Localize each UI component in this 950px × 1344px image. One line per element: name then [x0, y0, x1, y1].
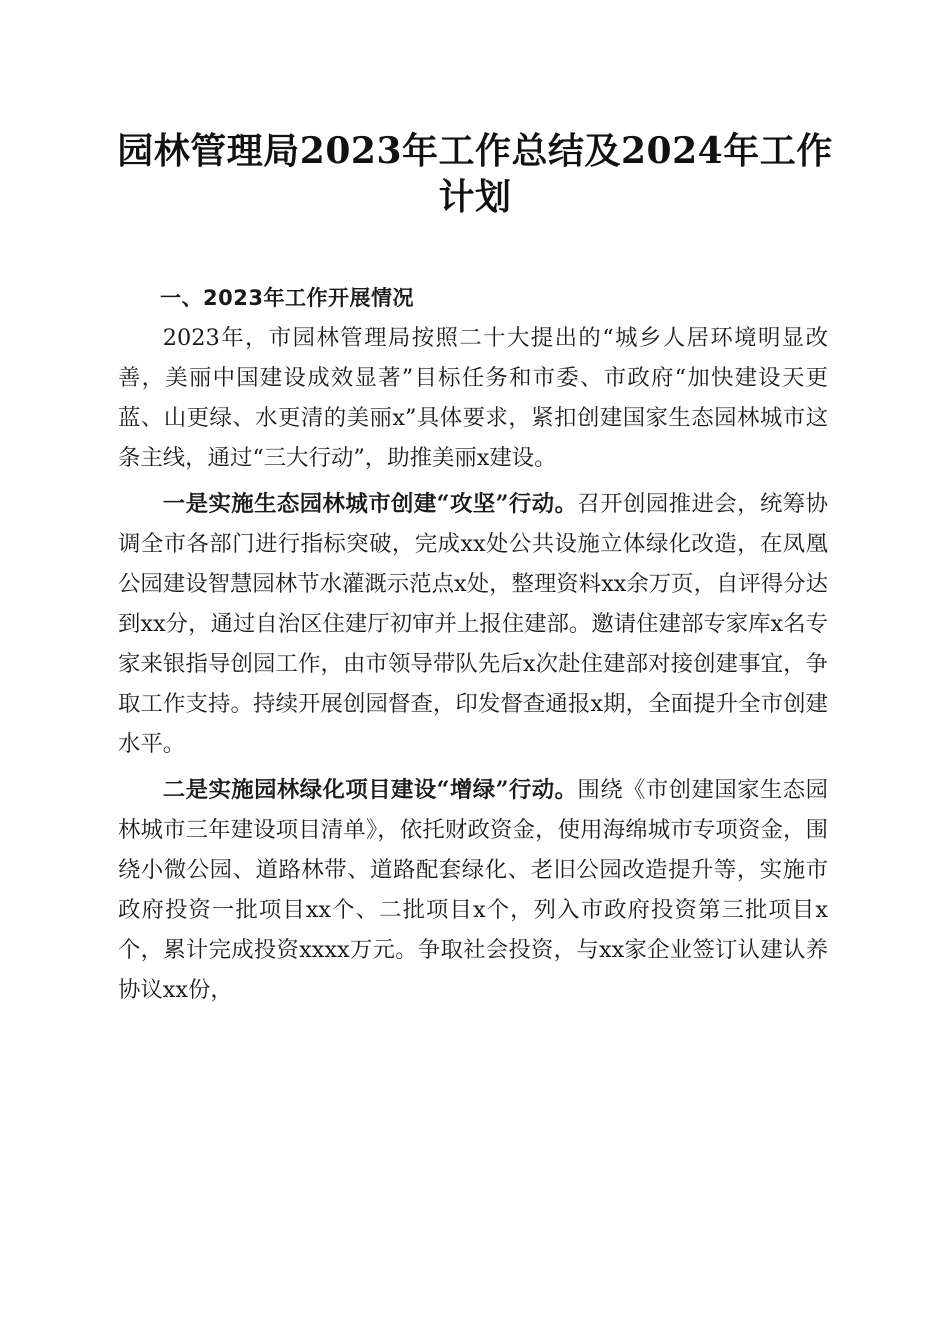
paragraph-action-1-lead: 一是实施生态园林城市创建“攻坚”行动。 — [162, 491, 578, 517]
paragraph-action-2 — [118, 770, 828, 1010]
paragraph-action-1-text: 召开创园推进会，统筹协调全市各部门进行指标突破，完成xx处公共设施立体绿化改造，在凤凰公园建设智慧园林节水灌溉示范点x处，整理资料xx余万页，自评得分达到xx分，通过自治区住建厅初审并上报住建部。邀请住建部专家库x名专家来银指导创园工作，由市领导带队先后x次赴住建部对接创建事宜，争取工作支持。持续开展创园督查，印发督查通报x期，全面提升全市创建水平。 — [118, 491, 828, 757]
section-heading: 一、2023年工作开展情况 — [160, 286, 414, 310]
paragraph-intro — [118, 318, 828, 478]
paragraph-action-1 — [118, 484, 828, 764]
paragraph-intro-text: 2023年，市园林管理局按照二十大提出的“城乡人居环境明显改善，美丽中国建设成效显著”目标任务和市委、市政府“加快建设天更蓝、山更绿、水更清的美丽x”具体要求，紧扣创建国家生态园林城市这条主线，通过“三大行动”，助推美丽x建设。 — [118, 325, 828, 471]
document-title: 园林管理局2023年工作总结及2024年工作计划 — [117, 130, 833, 218]
document-body — [118, 278, 828, 1010]
paragraph-action-2-lead: 二是实施园林绿化项目建设“增绿”行动。 — [162, 777, 578, 803]
paragraph-action-2-text: 围绕《市创建国家生态园林城市三年建设项目清单》，依托财政资金，使用海绵城市专项资金，围绕小微公园、道路林带、道路配套绿化、老旧公园改造提升等，实施市政府投资一批项目xx个、二批项目x个，列入市政府投资第三批项目x个，累计完成投资xxxx万元。争取社会投资，与xx家企业签订认建认养协议xx份， — [118, 777, 828, 1003]
